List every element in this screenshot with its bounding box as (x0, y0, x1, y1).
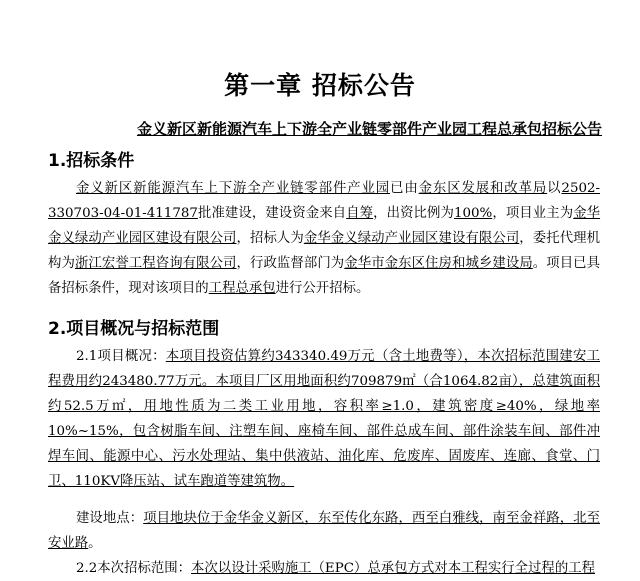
filled-value: 浙江宏誉工程咨询有限公司 (74, 256, 237, 271)
filled-value: 金华金义绿动产业园区建设有限公司 (48, 206, 601, 246)
paragraph-text: 进行公开招标。 (275, 281, 370, 296)
construction-site-paragraph (48, 506, 600, 556)
paragraph-text: 2.2本次招标范围： (76, 561, 192, 576)
paragraph-text: ，招标人为 (236, 231, 304, 246)
paragraph-text: 批准建设，建设资金来自 (197, 206, 347, 221)
filled-value: 自筹 (346, 206, 374, 221)
filled-value: 2502-330703-04-01-411787 (48, 181, 601, 221)
filled-value: 金华市金东区住房和城乡建设局 (344, 256, 533, 271)
paragraph-text: 以 (547, 181, 562, 196)
filled-value: 金义新区新能源汽车上下游全产业链零部件产业园 (76, 181, 391, 196)
filled-value: 金东区发展和改革局 (418, 181, 548, 196)
filled-value: 100% (453, 206, 493, 221)
chapter-title: 第一章 招标公告 (224, 71, 416, 100)
bid-scope-paragraph (48, 556, 600, 581)
notice-title: 金义新区新能源汽车上下游全产业链零部件产业园工程总承包招标公告 (136, 120, 602, 138)
filled-value: 本项目投资估算约343340.49万元（含土地费等），本次招标范围建安工程费用约243480.77万元。本项目厂区用地面积约709879㎡（合1064.82亩），总建筑面积约52.5万㎡，用地性质为二类工业用地，容积率≥1.0，建筑密度≥40%，绿地率10%~15%，包含树脂车间、注塑车间、座椅车间、部件总成车间、部件涂装车间、部件冲焊车间、能源中心、污水处理站、集中供液站、油化库、危废库、固废库、连廊、食堂、门卫、110KV降压站、试车跑道等建筑物。 (48, 349, 600, 489)
filled-value: 本次以设计采购施工（EPC）总承包方式对本工程实行全过程的工程 (191, 561, 595, 576)
filled-value: 金华金义绿动产业园区建设有限公司 (303, 231, 520, 246)
section-heading-2: 2.项目概况与招标范围 (48, 319, 220, 339)
section-heading-1: 1.招标条件 (48, 151, 135, 171)
project-overview-paragraph (48, 344, 600, 494)
filled-value: 项目地块位于金华金义新区，东至传化东路，西至白雅线，南至金祥路，北至安业路 (48, 511, 600, 551)
paragraph-text: ，出资比例为 (373, 206, 454, 221)
section-1-paragraph (48, 176, 600, 301)
paragraph-text: 2.1项目概况： (76, 349, 166, 364)
paragraph-text: 。项目已具备招标条件，现对该项目的 (48, 256, 601, 296)
filled-value: 工程总承包 (208, 281, 276, 296)
paragraph-text: 已由 (390, 181, 419, 196)
paragraph-text: ，行政监督部门为 (236, 256, 345, 271)
paragraph-text: ，项目业主为 (492, 206, 574, 221)
paragraph-text: 建设地点： (76, 511, 144, 526)
paragraph-text: 。 (88, 536, 102, 551)
paragraph-text: ，委托代理机构为 (48, 231, 601, 271)
